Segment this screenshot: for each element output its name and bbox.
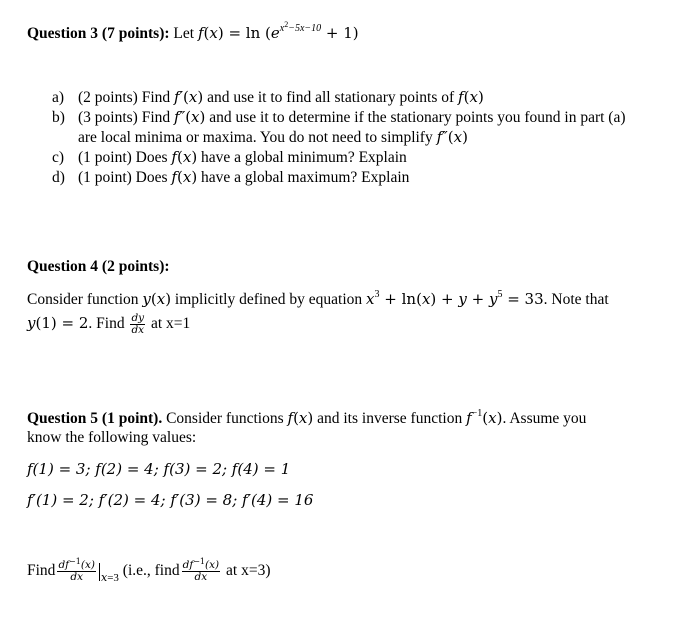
question-5-body-line-1: Question 5 (1 point). Consider functions f(x) and its inverse function $f^{-1}(x)$. Assume you	[27, 408, 587, 427]
question-4-body-line-2: y(1) = 2. Find $\frac{dy}{dx}$ at x=1	[27, 312, 191, 336]
evaluation-bar	[99, 563, 100, 581]
question-5-fprime-values: f′(1) = 2; f′(2) = 4; f′(3) = 8; f′(4) = 16	[27, 491, 314, 509]
question-3-item-c: c) (1 point) Does f(x) have a global minimum? Explain	[52, 148, 407, 166]
question-3-title: Question 3 (7 points): Let $f(x) = \ln (e^{x^2-5x-10} + 1)$	[27, 20, 359, 42]
inverse-derivative-fraction: $\frac{df^{-1}(x)}{dx}$	[58, 557, 95, 583]
question-3-item-d: d) (1 point) Does f(x) have a global maximum? Explain	[52, 168, 410, 186]
question-3-heading: Question 3 (7 points):	[27, 25, 170, 42]
question-4-body-line-1: Consider function y(x) implicitly defined by equation $x^3 + \ln(x) + y + y^5 = 33$. Note that	[27, 289, 609, 308]
question-3-item-b: b) (3 points) Find f″(x) and use it to determine if the stationary points you found in part (a)	[52, 108, 626, 126]
dy-dx-fraction: $\frac{dy}{dx}$	[131, 312, 145, 336]
question-3-item-a: a) (2 points) Find f′(x) and use it to find all stationary points of f(x)	[52, 88, 484, 106]
question-3-intro: Let	[173, 25, 195, 42]
question-4-heading: Question 4 (2 points):	[27, 258, 170, 275]
inverse-derivative-fraction-2: $\frac{df^{-1}(x)}{dx}$	[182, 557, 220, 583]
question-5-heading: Question 5 (1 point).	[27, 410, 163, 427]
question-5-body-line-2: know the following values:	[27, 429, 197, 446]
question-5-find-line: Find $\frac{df^{-1}(x)}{dx}$ $_{x=3}$ (i.e., find $\frac{df^{-1}(x)}{dx}$ at x=3)	[27, 557, 271, 585]
question-5-f-values: f(1) = 3; f(2) = 4; f(3) = 2; f(4) = 1	[27, 460, 291, 478]
question-4-title	[27, 257, 170, 277]
question-3-item-b-continued: are local minima or maxima. You do not need to simplify f″(x)	[78, 128, 468, 146]
